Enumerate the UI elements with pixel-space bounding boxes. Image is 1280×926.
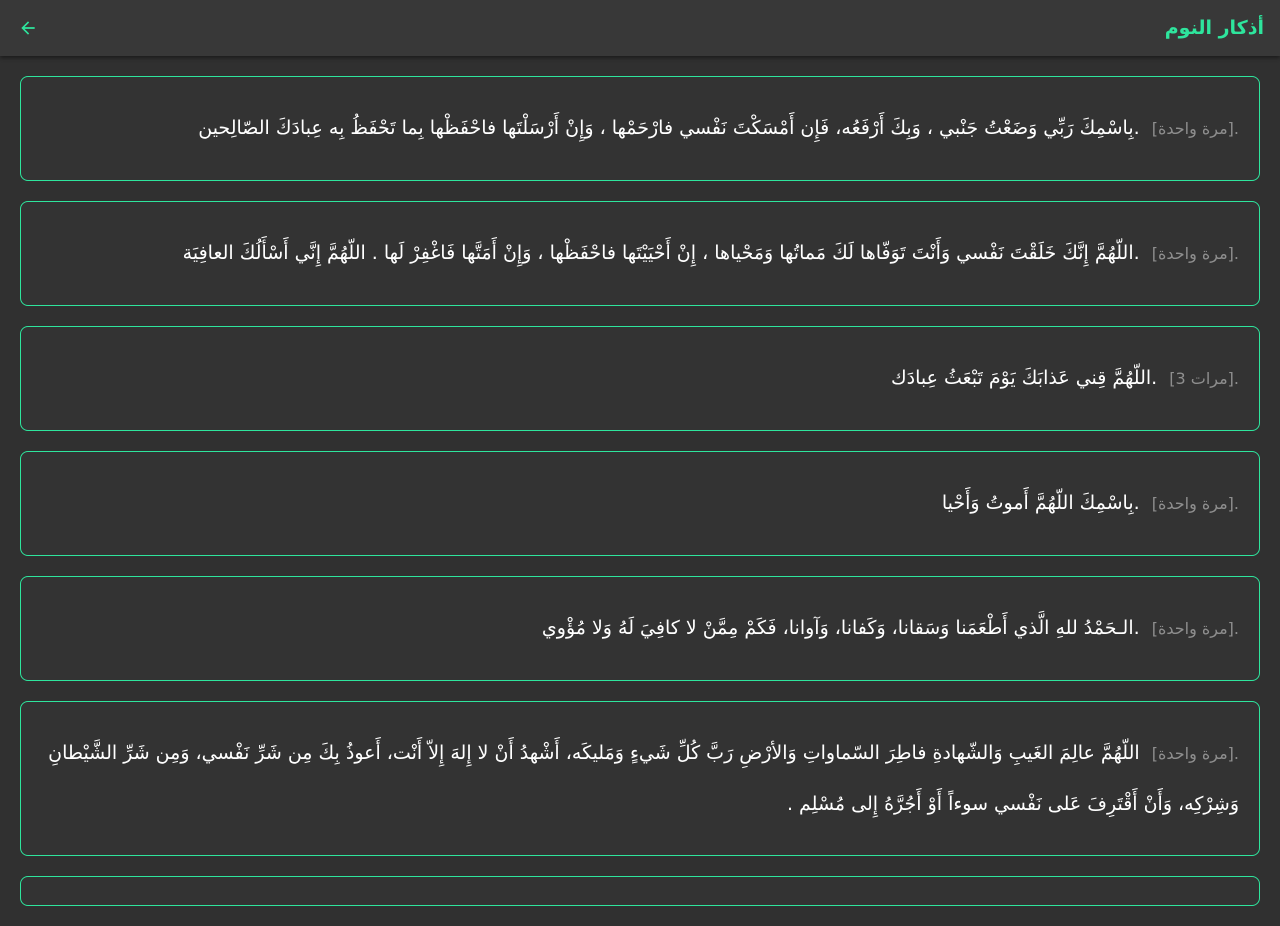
dhikr-text: .اللّهُمَّ إِنَّكَ خَلَقْتَ نَفْسي وَأَنْتَ تَوَفّاها لَكَ مَماتُها وَمَحْياها ، إِنْ أَحْيَيْتَها فاحْفَظْها ، وَإِنْ أَمَتَّها فَاغْفِرْ لَها . اللّهُمَّ إِنَّي أَسْأَلُكَ العافِيَة [182, 242, 1140, 264]
dhikr-text: .اللّهُمَّ قِني عَذابَكَ يَوْمَ تَبْعَثُ عِبادَك [890, 367, 1158, 389]
dhikr-card-partial[interactable] [20, 876, 1260, 906]
repeat-count: .[مرة واحدة] [1151, 619, 1239, 638]
app-bar [0, 0, 1280, 56]
repeat-count: .[مرات 3] [1169, 369, 1239, 388]
dhikr-card[interactable] [20, 326, 1260, 431]
repeat-count: .[مرة واحدة] [1151, 494, 1239, 513]
arrow-left-icon [18, 18, 38, 38]
page-title: أذكار النوم [1164, 17, 1264, 39]
dhikr-card[interactable] [20, 76, 1260, 181]
dhikr-text: اللّهُمَّ عالِمَ الغَيبِ وَالشّهادةِ فاطِرَ السّماواتِ وَالأرْضِ رَبَّ كُلِّ شَيءٍ وَمَليكَه، أَشْهدُ أَنْ لا إِلهَ إِلاّ أَنْت، أَعوذُ بِكَ مِن شَرِّ نَفْسي، وَمِن شَرِّ الشَّيْطانِ وَشِرْكِه، وَأَنْ أَقْتَرِفَ عَلى نَفْسي سوءاً أَوْ أَجُرَّهُ إِلى مُسْلِم . [48, 742, 1239, 815]
adhkar-list [20, 76, 1260, 926]
dhikr-text: .بِاسْمِكَ رَبِّي وَضَعْتُ جَنْبي ، وَبِكَ أَرْفَعُه، فَإِن أَمْسَكْتَ نَفْسي فارْحَمْها ، وَإِنْ أَرْسَلْتَها فاحْفَظْها بِما تَحْفَظُ بِه عِبادَكَ الصّالِحين [198, 117, 1140, 139]
dhikr-text: .الـحَمْدُ للهِ الَّذي أَطْعَمَنا وَسَقانا، وَكَفانا، وَآوانا، فَكَمْ مِمَّنْ لا كافِيَ لَهُ وَلا مُؤْوي [541, 617, 1140, 639]
dhikr-text: .بِاسْمِكَ اللّهُمَّ أَموتُ وَأَحْيا [941, 492, 1140, 514]
dhikr-card[interactable] [20, 576, 1260, 681]
repeat-count: .[مرة واحدة] [1151, 244, 1239, 263]
dhikr-card[interactable] [20, 451, 1260, 556]
dhikr-card[interactable] [20, 201, 1260, 306]
repeat-count: .[مرة واحدة] [1151, 744, 1239, 763]
dhikr-card[interactable] [20, 701, 1260, 856]
back-button[interactable] [12, 12, 44, 44]
repeat-count: .[مرة واحدة] [1151, 119, 1239, 138]
